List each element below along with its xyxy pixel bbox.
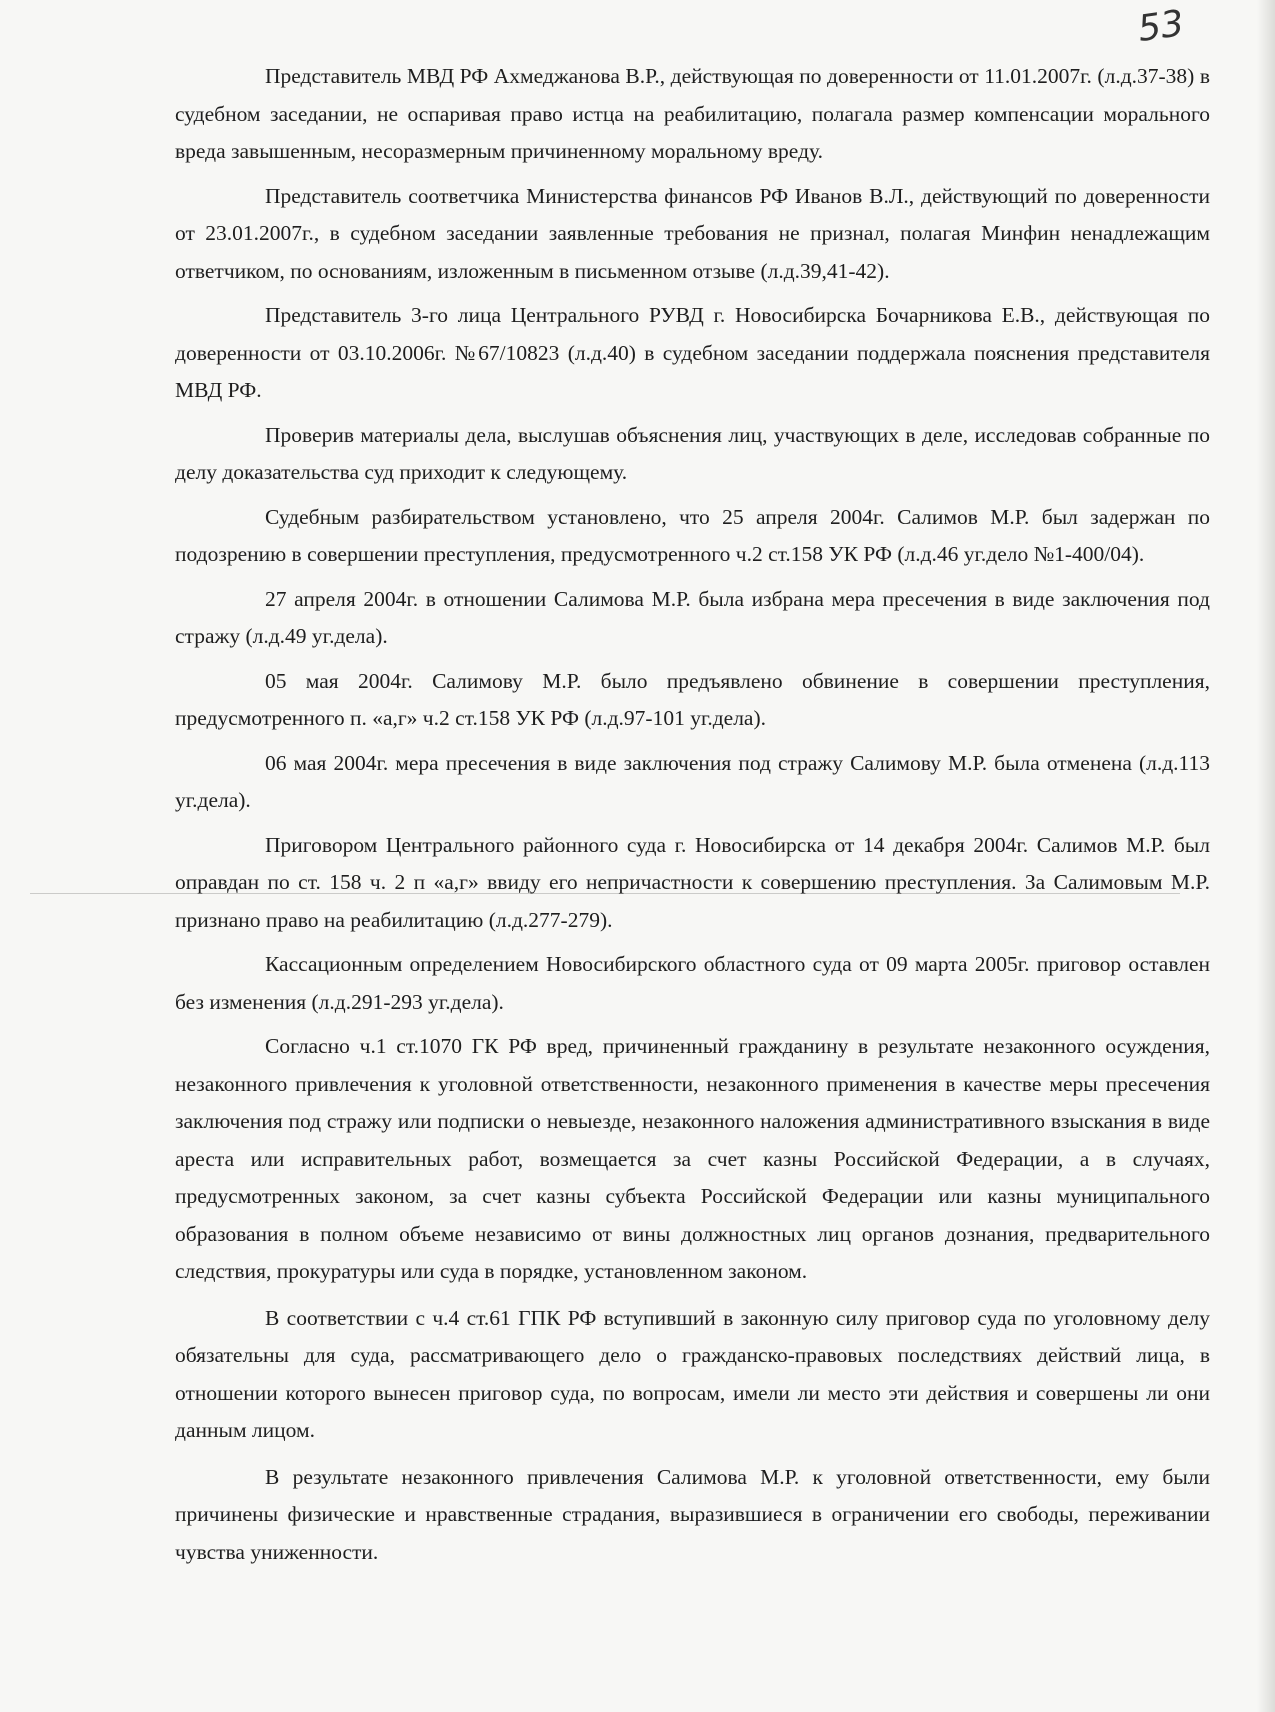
- paragraph-court-review: Проверив материалы дела, выслушав объяснения лиц, участвующих в деле, исследовав собранные по делу доказательства суд приходит к следующему.: [175, 422, 1210, 484]
- paragraph-mvd-representative: Представитель МВД РФ Ахмеджанова В.Р., действующая по доверенности от 11.01.2007г. (л.д.37-38) в судебном заседании, не оспаривая право истца на реабилитацию, полагала размер компенсации морального вреда завышенным, несоразмерным причиненному моральному вреду.: [175, 64, 1210, 163]
- paragraph-cassation: Кассационным определением Новосибирского областного суда от 09 марта 2005г. приговор оставлен без изменения (л.д.291-293 уг.дела).: [175, 952, 1210, 1014]
- paragraph-detention: Судебным разбирательством установлено, что 25 апреля 2004г. Салимов М.Р. был задержан по подозрению в совершении преступления, предусмотренного ч.2 ст.158 УК РФ (л.д.46 уг.дело №1-400/04).: [175, 504, 1210, 566]
- document-body: [175, 58, 1210, 1578]
- paragraph-third-party-representative: Представитель 3-го лица Центрального РУВД г. Новосибирска Бочарникова Е.В., действующая по доверенности от 03.10.2006г. №67/10823 (л.д.40) в судебном заседании поддержала пояснения представителя МВД РФ.: [175, 303, 1210, 402]
- handwritten-page-number: 53: [1135, 3, 1187, 50]
- paragraph-minfin-representative: Представитель соответчика Министерства финансов РФ Иванов В.Л., действующий по доверенности от 23.01.2007г., в судебном заседании заявленные требования не признал, полагая Минфин ненадлежащим ответчиком, по основаниям, изложенным в письменном отзыве (л.д.39,41-42).: [175, 183, 1210, 283]
- paragraph-moral-harm: В результате незаконного привлечения Салимова М.Р. к уголовной ответственности, ему были причинены физические и нравственные страдания, выразившиеся в ограничении его свободы, переживании чувства униженности.: [175, 1464, 1210, 1564]
- paragraph-acquittal: Приговором Центрального районного суда г. Новосибирска от 14 декабря 2004г. Салимов М.Р. был оправдан по ст. 158 ч. 2 п «а,г» ввиду его непричастности к совершению преступления. За Салимовым М.Р. признано право на реабилитацию (л.д.277-279).: [175, 832, 1210, 932]
- paragraph-civil-procedure-code: В соответствии с ч.4 ст.61 ГПК РФ вступивший в законную силу приговор суда по уголовному делу обязательны для суда, рассматривающего дело о гражданско-правовых последствиях действий лица, в отношении которого вынесен приговор суда, по вопросам, имели ли место эти действия и совершены ли они данным лицом.: [175, 1305, 1210, 1442]
- paragraph-preventive-measure: 27 апреля 2004г. в отношении Салимова М.Р. была избрана мера пресечения в виде заключения под стражу (л.д.49 уг.дела).: [175, 586, 1210, 648]
- page-edge-shadow: [1257, 0, 1275, 1712]
- paragraph-civil-code: Согласно ч.1 ст.1070 ГК РФ вред, причиненный гражданину в результате незаконного осуждения, незаконного привлечения к уголовной ответственности, незаконного применения в качестве меры пресечения заключения под стражу или подписки о невыезде, незаконного наложения административного взыскания в виде ареста или исправительных работ, возмещается за счет казны Российской Федерации, а в случаях, предусмотренных законом, за счет казны субъекта Российской Федерации или казны муниципального образования в полном объеме независимо от вины должностных лиц органов дознания, предварительного следствия, прокуратуры или суда в порядке, установленном законом.: [175, 1034, 1210, 1283]
- paragraph-measure-cancelled: 06 мая 2004г. мера пресечения в виде заключения под стражу Салимову М.Р. была отменена (л.д.113 уг.дела).: [175, 750, 1210, 812]
- paragraph-charge: 05 мая 2004г. Салимову М.Р. было предъявлено обвинение в совершении преступления, предусмотренного п. «а,г» ч.2 ст.158 УК РФ (л.д.97-101 уг.дела).: [175, 668, 1210, 730]
